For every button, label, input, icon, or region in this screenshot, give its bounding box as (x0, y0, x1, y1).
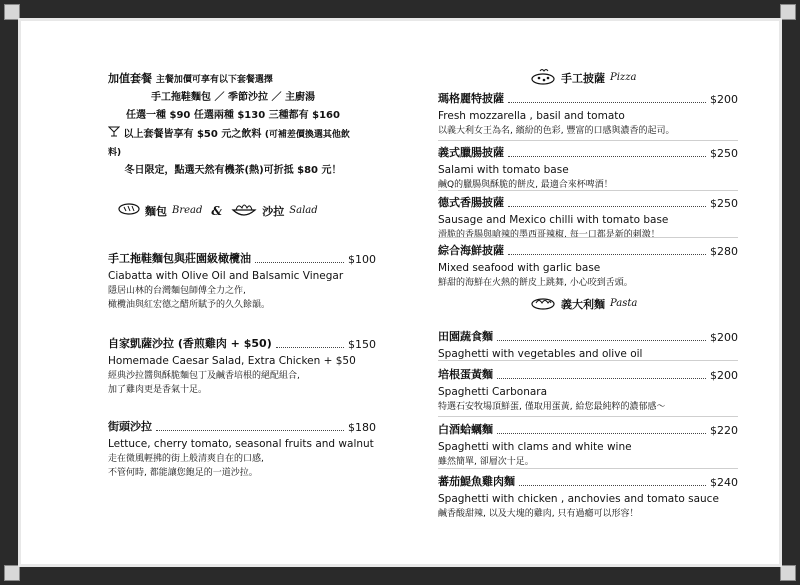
menu-item-anchovy-chicken-pasta (438, 473, 738, 521)
menu-item-street-salad (108, 418, 376, 480)
pasta-icon (530, 294, 556, 313)
item-desc-zh: 滑脆的香腸與嗆辣的墨西哥辣椒, 每一口都是新的刺激！ (438, 230, 660, 240)
item-name: 田園蔬食麵 (438, 330, 493, 343)
item-desc-en: Homemade Caesar Salad, Extra Chicken + $50 (108, 355, 356, 367)
addon-drink-line (108, 125, 358, 162)
item-desc-zh-1: 走在微風輕拂的街上般清爽自在的口感, (108, 454, 264, 464)
leader-dots (508, 253, 706, 255)
item-desc-en: Spaghetti Carbonara (438, 386, 548, 398)
item-desc-zh-1: 隱居山林的台灣麵包師傅全力之作, (108, 286, 246, 296)
menu-item-clam-pasta (438, 421, 738, 469)
leader-dots (508, 101, 706, 103)
addon-title: 加值套餐 (108, 72, 152, 85)
menu-item-vegetable-pasta (438, 328, 738, 360)
bread-icon (118, 203, 140, 218)
leader-dots (255, 261, 344, 263)
ampersand: & (211, 203, 223, 218)
item-name: 白酒蛤蠣麵 (438, 423, 493, 436)
leader-dots (156, 429, 344, 431)
separator (438, 416, 738, 417)
cocktail-icon (108, 129, 123, 140)
pizza-title-en: Pizza (610, 72, 637, 83)
item-name: 培根蛋黃麵 (438, 368, 493, 381)
addon-title-line (108, 70, 358, 89)
salad-icon (231, 200, 257, 221)
item-name: 自家凱薩沙拉 (香煎雞肉 + $50) (108, 337, 272, 350)
item-desc-zh-1: 經典沙拉醬與酥脆麵包丁及鹹香培根的絕配組合, (108, 371, 300, 381)
item-desc-zh-2: 不管何時, 都能讓您飽足的一道沙拉。 (108, 468, 258, 478)
item-desc-en: Sausage and Mexico chilli with tomato base (438, 214, 669, 226)
pizza-title-zh: 手工披薩 (561, 71, 605, 85)
menu-page (18, 18, 782, 567)
bread-title-en: Bread (172, 205, 203, 216)
separator (438, 237, 738, 238)
menu-item-carbonara (438, 366, 738, 414)
leader-dots (497, 432, 706, 434)
item-price: $100 (348, 253, 376, 266)
item-price: $250 (710, 147, 738, 160)
item-desc-en: Ciabatta with Olive Oil and Balsamic Vinegar (108, 270, 344, 282)
addon-title-note: 主餐加價可享有以下套餐選擇 (155, 75, 273, 85)
salad-title-zh: 沙拉 (262, 204, 285, 218)
item-desc-en: Mixed seafood with garlic base (438, 262, 601, 274)
item-name: 街頭沙拉 (108, 420, 152, 433)
item-desc-en: Spaghetti with vegetables and olive oil (438, 348, 643, 360)
bread-title-zh: 麵包 (145, 204, 167, 218)
item-price: $180 (348, 421, 376, 434)
item-desc-en: Fresh mozzarella , basil and tomato (438, 110, 625, 122)
item-name: 手工拖鞋麵包與莊園級橄欖油 (108, 252, 251, 265)
item-name: 綜合海鮮披薩 (438, 244, 504, 257)
item-name: 義式臘腸披薩 (438, 146, 504, 159)
menu-item-caesar-salad (108, 335, 376, 397)
salad-title-en: Salad (289, 205, 318, 216)
separator (438, 360, 738, 361)
item-price: $150 (348, 338, 376, 351)
leader-dots (519, 484, 706, 486)
addon-drink-main: 以上套餐皆享有 $50 元之飲料 (123, 129, 262, 140)
menu-item-seafood-pizza (438, 242, 738, 290)
item-desc-en: Spaghetti with clams and white wine (438, 441, 632, 453)
item-desc-zh: 鹹Q的臘腸與酥脆的餅皮, 最適合來杯啤酒！ (438, 180, 613, 190)
item-name: 蕃茄鯷魚雞肉麵 (438, 475, 515, 488)
addon-winter: 冬日限定，點選天然有機茶(熱)可折抵 $80 元！ (124, 165, 342, 176)
pizza-icon (530, 66, 556, 89)
separator (438, 190, 738, 191)
item-name: 瑪格麗特披薩 (438, 92, 504, 105)
leader-dots (497, 339, 706, 341)
item-price: $240 (710, 476, 738, 489)
leader-dots (508, 205, 706, 207)
pasta-title-en: Pasta (610, 298, 638, 309)
item-desc-zh: 以義大利女王為名, 繽紛的色彩, 豐富的口感與濃香的起司。 (438, 126, 675, 136)
menu-item-margherita-pizza (438, 90, 738, 138)
menu-item-sausage-pizza (438, 194, 738, 242)
addon-block (108, 70, 358, 180)
item-desc-zh: 特選石安牧場頂鮮蛋, 僅取用蛋黃, 給您最純粹的濃郁感～ (438, 402, 666, 412)
item-price: $200 (710, 93, 738, 106)
addon-prices: 任選一種 $90 任選兩種 $130 三種都有 $160 (126, 110, 340, 121)
item-price: $280 (710, 245, 738, 258)
separator (438, 468, 738, 469)
item-price: $220 (710, 424, 738, 437)
item-desc-en: Lettuce, cherry tomato, seasonal fruits and walnut (108, 438, 374, 450)
item-desc-zh-2: 橄欖油與紅宏德之醋所賦予的久久餘韻。 (108, 300, 271, 310)
item-desc-zh: 鹹香酸甜辣, 以及大塊的雞肉, 只有過癮可以形容！ (438, 509, 639, 519)
pasta-header (530, 294, 637, 313)
item-desc-zh-2: 加了雞肉更是香氣十足。 (108, 385, 208, 395)
item-desc-en: Salami with tomato base (438, 164, 569, 176)
item-desc-zh: 雖然簡單, 卻層次十足。 (438, 457, 534, 467)
item-price: $250 (710, 197, 738, 210)
item-price: $200 (710, 369, 738, 382)
leader-dots (276, 346, 344, 348)
pasta-title-zh: 義大利麵 (561, 297, 605, 311)
separator (438, 140, 738, 141)
item-desc-en: Spaghetti with chicken , anchovies and tomato sauce (438, 493, 719, 505)
addon-drink-note: (可補差價換選其他飲料) (108, 130, 350, 158)
menu-item-ciabatta (108, 250, 376, 312)
leader-dots (497, 377, 706, 379)
bread-salad-header (118, 200, 318, 221)
item-desc-zh: 鮮甜的海鮮在火熱的餅皮上跳舞, 小心咬到舌頭。 (438, 278, 633, 288)
leader-dots (508, 155, 706, 157)
menu-item-salami-pizza (438, 144, 738, 192)
item-name: 德式香腸披薩 (438, 196, 504, 209)
frame-corner-bl (4, 565, 20, 581)
pizza-header (530, 66, 636, 89)
addon-choices: 手工拖鞋麵包 ／ 季節沙拉 ／ 主廚湯 (151, 92, 315, 103)
frame-corner-tr (780, 4, 796, 20)
frame-corner-br (780, 565, 796, 581)
item-price: $200 (710, 331, 738, 344)
